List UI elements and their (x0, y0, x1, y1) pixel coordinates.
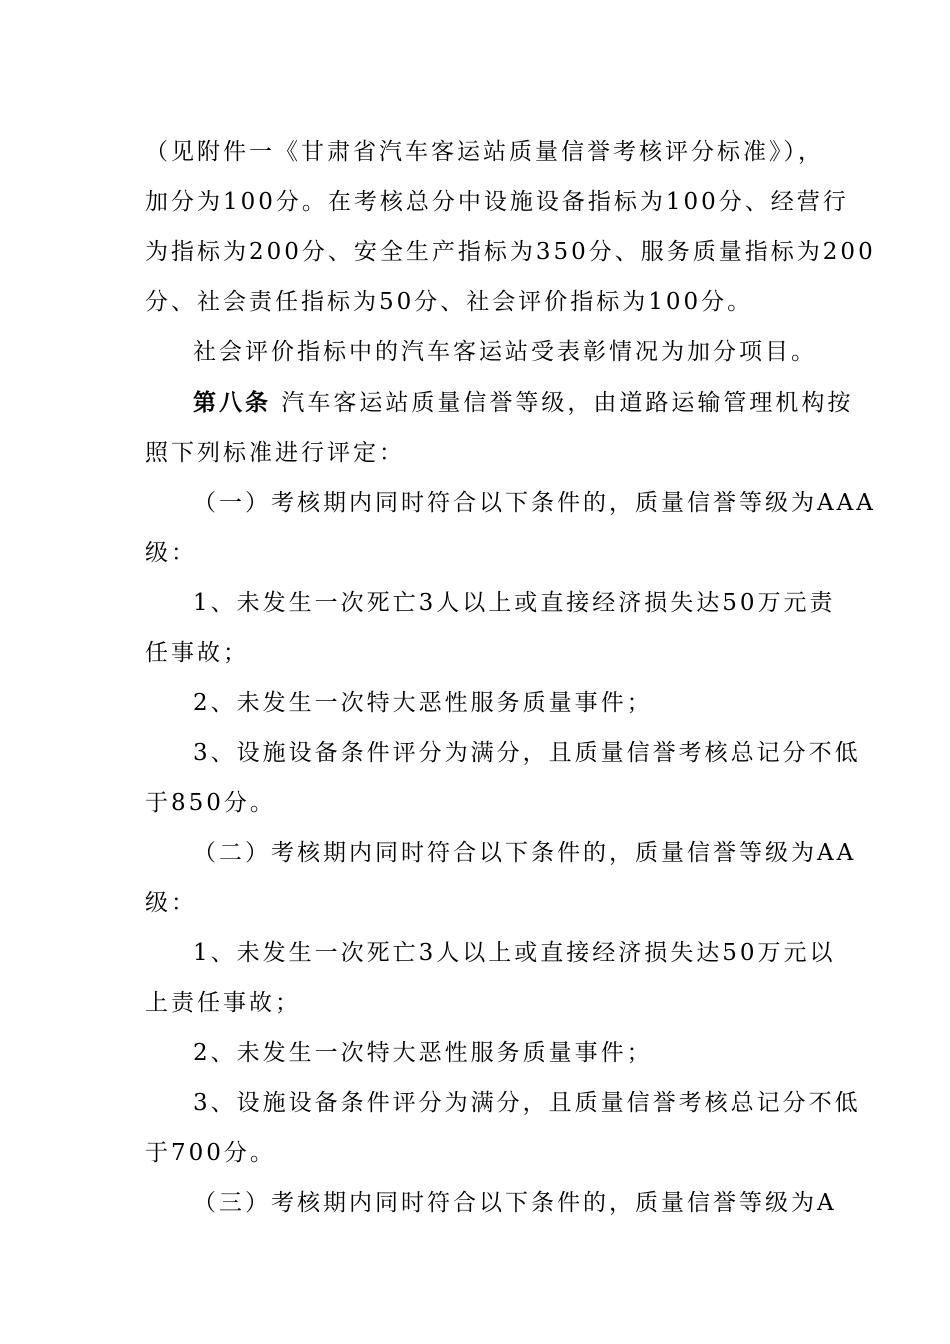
body-text-line: 上责任事故； (145, 990, 301, 1016)
body-text-line: 任事故； (145, 640, 249, 666)
list-item-line: 3、设施设备条件评分为满分，且质量信誉考核总记分不低 (193, 1090, 861, 1116)
article-text: 汽车客运站质量信誉等级，由道路运输管理机构按 (281, 390, 854, 416)
body-text-line: 级： (145, 890, 197, 916)
body-text-line: 于850分。 (145, 790, 276, 816)
body-text-line: 社会评价指标中的汽车客运站受表彰情况为加分项目。 (193, 339, 817, 365)
list-item-line: 2、未发生一次特大恶性服务质量事件； (193, 1040, 653, 1066)
body-text-line: 分、社会责任指标为50分、社会评价指标为100分。 (145, 289, 754, 315)
body-text-line: 级： (145, 540, 197, 566)
body-text-line: （见附件一《甘肃省汽车客运站质量信誉考核评分标准》）， (145, 139, 824, 165)
list-item-line: 1、未发生一次死亡3人以上或直接经济损失达50万元责 (193, 590, 836, 616)
article-heading: 第八条 (193, 389, 271, 416)
body-text-line: 加分为100分。在考核总分中设施设备指标为100分、经营行 (145, 189, 849, 215)
clause-heading-line: （三）考核期内同时符合以下条件的，质量信誉等级为A (193, 1190, 837, 1216)
list-item-line: 3、设施设备条件评分为满分，且质量信誉考核总记分不低 (193, 740, 861, 766)
body-text-line: 照下列标准进行评定： (145, 440, 405, 466)
list-item-line: 1、未发生一次死亡3人以上或直接经济损失达50万元以 (193, 940, 836, 966)
body-text-line: 为指标为200分、安全生产指标为350分、服务质量指标为200 (145, 239, 876, 265)
list-item-line: 2、未发生一次特大恶性服务质量事件； (193, 690, 653, 716)
clause-heading-line: （二）考核期内同时符合以下条件的，质量信誉等级为AA (193, 840, 857, 866)
article-paragraph-line (193, 377, 854, 429)
clause-heading-line: （一）考核期内同时符合以下条件的，质量信誉等级为AAA (193, 490, 876, 516)
body-text-line: 于700分。 (145, 1140, 276, 1166)
